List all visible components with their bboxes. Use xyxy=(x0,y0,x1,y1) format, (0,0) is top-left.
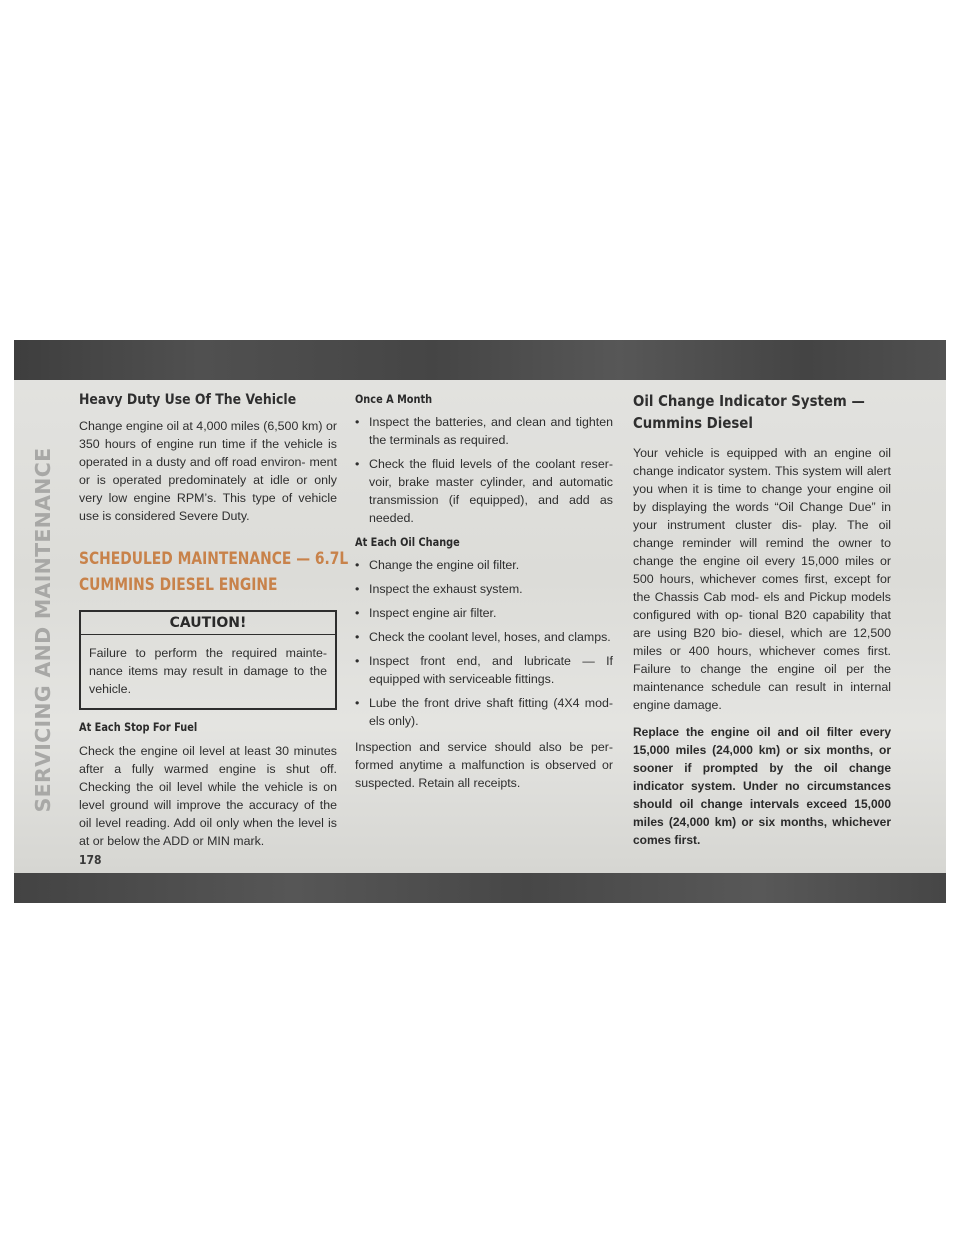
caution-title: CAUTION! xyxy=(81,612,335,635)
bottom-band xyxy=(14,873,946,903)
caution-text: Failure to perform the required mainte- nance items may result in damage to the vehicle. xyxy=(89,646,327,696)
list-item: • Inspect the exhaust system. xyxy=(355,580,613,598)
closing-text: Inspection and service should also be per- formed anytime a malfunction is observed or suspected. Retain all receipts. xyxy=(355,740,613,790)
heavy-duty-heading: Heavy Duty Use Of The Vehicle xyxy=(79,392,297,408)
page-number: 178 xyxy=(79,853,102,867)
top-band xyxy=(14,340,946,380)
list-item: • Inspect engine air filter. xyxy=(355,604,613,622)
oil-replacement-warning: Replace the engine oil and oil filter every 15,000 miles (24,000 km) or six months, or sooner if prompted by the oil change indicator system. Under no circumstances should oil change intervals exceed 15,000 miles (24,000 km) or six months, whichever comes first. xyxy=(633,725,891,847)
fuel-stop-heading: At Each Stop For Fuel xyxy=(79,720,198,734)
column-left xyxy=(79,390,349,850)
side-label-text: SERVICING AND MAINTENANCE xyxy=(31,447,55,813)
list-item: • Change the engine oil filter. xyxy=(355,556,613,574)
list-item: • Inspect the batteries, and clean and tighten the terminals as required. xyxy=(355,413,613,449)
heavy-duty-text: Change engine oil at 4,000 miles (6,500 km) or 350 hours of engine run time if the vehicle is operated in a dusty and off road environ- ment or is operated predominately at idle or only very low engine RPM’s. This type of vehicle use is considered Severe Duty. xyxy=(79,419,337,523)
oil-indicator-text: Your vehicle is equipped with an engine oil change indicator system. This system will alert you when it is time to change your engine oil by displaying the words “Oil Change Due” in your instrument cluster dis- play. The oil change reminder will remind the owner to change the engine oil every 15,000 miles or 500 hours, whichever comes first, except for the Chassis Cab mod- els and Pickup models configured with op- tional B20 capability that are using B20 bio- diesel, which are 12,500 miles or 400 hours, whichever comes first. Failure to change the engine oil per the maintenance schedule can result in internal engine damage. xyxy=(633,446,891,712)
once-a-month-list xyxy=(355,413,613,527)
list-item: • Inspect front end, and lubricate — If equipped with serviceable fittings. xyxy=(355,652,613,688)
caution-box xyxy=(79,610,337,710)
scheduled-maintenance-title xyxy=(79,547,349,596)
list-item: • Check the coolant level, hoses, and clamps. xyxy=(355,628,613,646)
section-side-label xyxy=(23,395,63,865)
section-title-line1: SCHEDULED MAINTENANCE — 6.7L xyxy=(79,549,349,568)
list-item: • Lube the front drive shaft fitting (4X4 mod- els only). xyxy=(355,694,613,730)
oil-indicator-title xyxy=(633,390,891,434)
column-middle xyxy=(355,390,613,792)
oil-indicator-heading-line1: Oil Change Indicator System — xyxy=(633,392,865,410)
fuel-stop-text: Check the engine oil level at least 30 minutes after a fully warmed engine is shut off. Checking the oil level while the vehicle is on level ground will improve the accuracy of the oil level reading. Add oil only when the level is at or below the ADD or MIN mark. xyxy=(79,744,337,848)
once-a-month-heading: Once A Month xyxy=(355,392,433,406)
section-title-line2: CUMMINS DIESEL ENGINE xyxy=(79,575,278,594)
oil-change-heading: At Each Oil Change xyxy=(355,535,460,549)
oil-indicator-heading-line2: Cummins Diesel xyxy=(633,414,753,432)
column-right xyxy=(633,390,891,849)
list-item: • Check the fluid levels of the coolant reser- voir, brake master cylinder, and automatic transmission (if equipped), and add as needed. xyxy=(355,455,613,527)
oil-change-list xyxy=(355,556,613,730)
